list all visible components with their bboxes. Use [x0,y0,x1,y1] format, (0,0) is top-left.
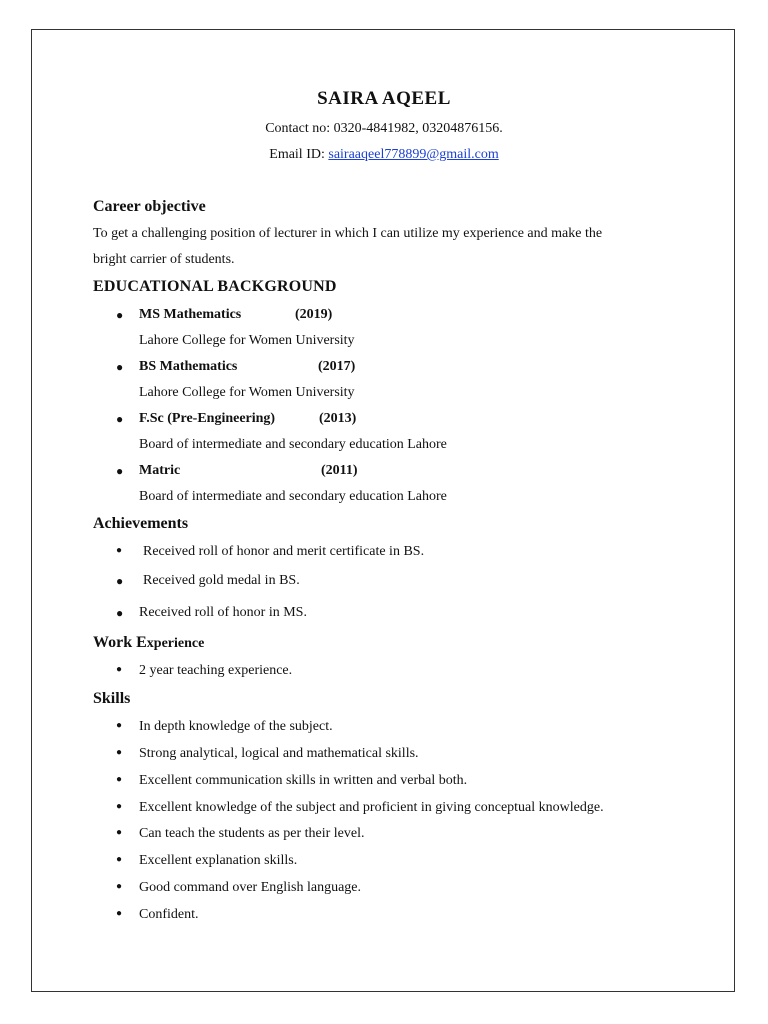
achievement-item: Received gold medal in BS. [143,573,300,588]
bullet-icon: ● [116,574,124,588]
bullet-icon: ● [116,664,123,675]
skills-heading: Skills [93,690,131,707]
education-heading: EDUCATIONAL BACKGROUND [93,278,337,295]
page-border [31,29,735,992]
bullet-icon: ● [116,747,123,758]
education-institution: Lahore College for Women University [139,385,355,400]
career-line-2: bright carrier of students. [93,252,235,267]
education-degree: MS Mathematics [139,307,242,322]
achievements-heading: Achievements [93,515,189,532]
resume-name: SAIRA AQEEL [317,88,451,109]
bullet-icon: ● [116,606,124,620]
education-institution: Board of intermediate and secondary education Lahore [139,437,447,452]
email-label: Email ID: [269,147,329,162]
career-heading: Career objective [93,198,206,215]
education-degree: Matric [139,463,181,478]
skill-item: Can teach the students as per their level. [139,826,365,841]
achievement-item: Received roll of honor and merit certificate in BS. [143,544,425,559]
email-link[interactable]: sairaaqeel778899@gmail.com [328,147,499,162]
education-degree: F.Sc (Pre-Engineering) [139,411,276,426]
work-heading-start: Work E [93,634,147,651]
bullet-icon: ● [116,854,123,865]
bullet-icon: ● [116,908,123,919]
skill-item: Strong analytical, logical and mathematical skills. [139,746,419,761]
skill-item: In depth knowledge of the subject. [139,719,333,734]
work-item: 2 year teaching experience. [139,663,293,678]
career-line-1: To get a challenging position of lecturer in which I can utilize my experience and make the [93,226,603,241]
bullet-icon: ● [116,308,124,322]
contact-numbers: Contact no: 0320-4841982, 03204876156. [265,121,503,136]
email-line [0,147,768,163]
bullet-icon: ● [116,360,124,374]
skill-item: Excellent explanation skills. [139,853,298,868]
skill-item: Excellent knowledge of the subject and proficient in giving conceptual knowledge. [139,800,604,815]
bullet-icon: ● [116,545,123,556]
education-year: (2017) [318,359,356,374]
skill-item: Confident. [139,907,199,922]
education-degree: BS Mathematics [139,359,238,374]
achievement-item: Received roll of honor in MS. [139,605,307,620]
education-year: (2019) [295,307,333,322]
bullet-icon: ● [116,827,123,838]
bullet-icon: ● [116,464,124,478]
work-heading-rest: xperience [146,636,205,651]
skill-item: Excellent communication skills in written and verbal both. [139,773,468,788]
bullet-icon: ● [116,720,123,731]
work-heading [93,634,204,652]
education-year: (2011) [321,463,358,478]
skill-item: Good command over English language. [139,880,362,895]
bullet-icon: ● [116,412,124,426]
bullet-icon: ● [116,801,123,812]
education-institution: Lahore College for Women University [139,333,355,348]
bullet-icon: ● [116,881,123,892]
education-institution: Board of intermediate and secondary education Lahore [139,489,447,504]
bullet-icon: ● [116,774,123,785]
education-year: (2013) [319,411,357,426]
